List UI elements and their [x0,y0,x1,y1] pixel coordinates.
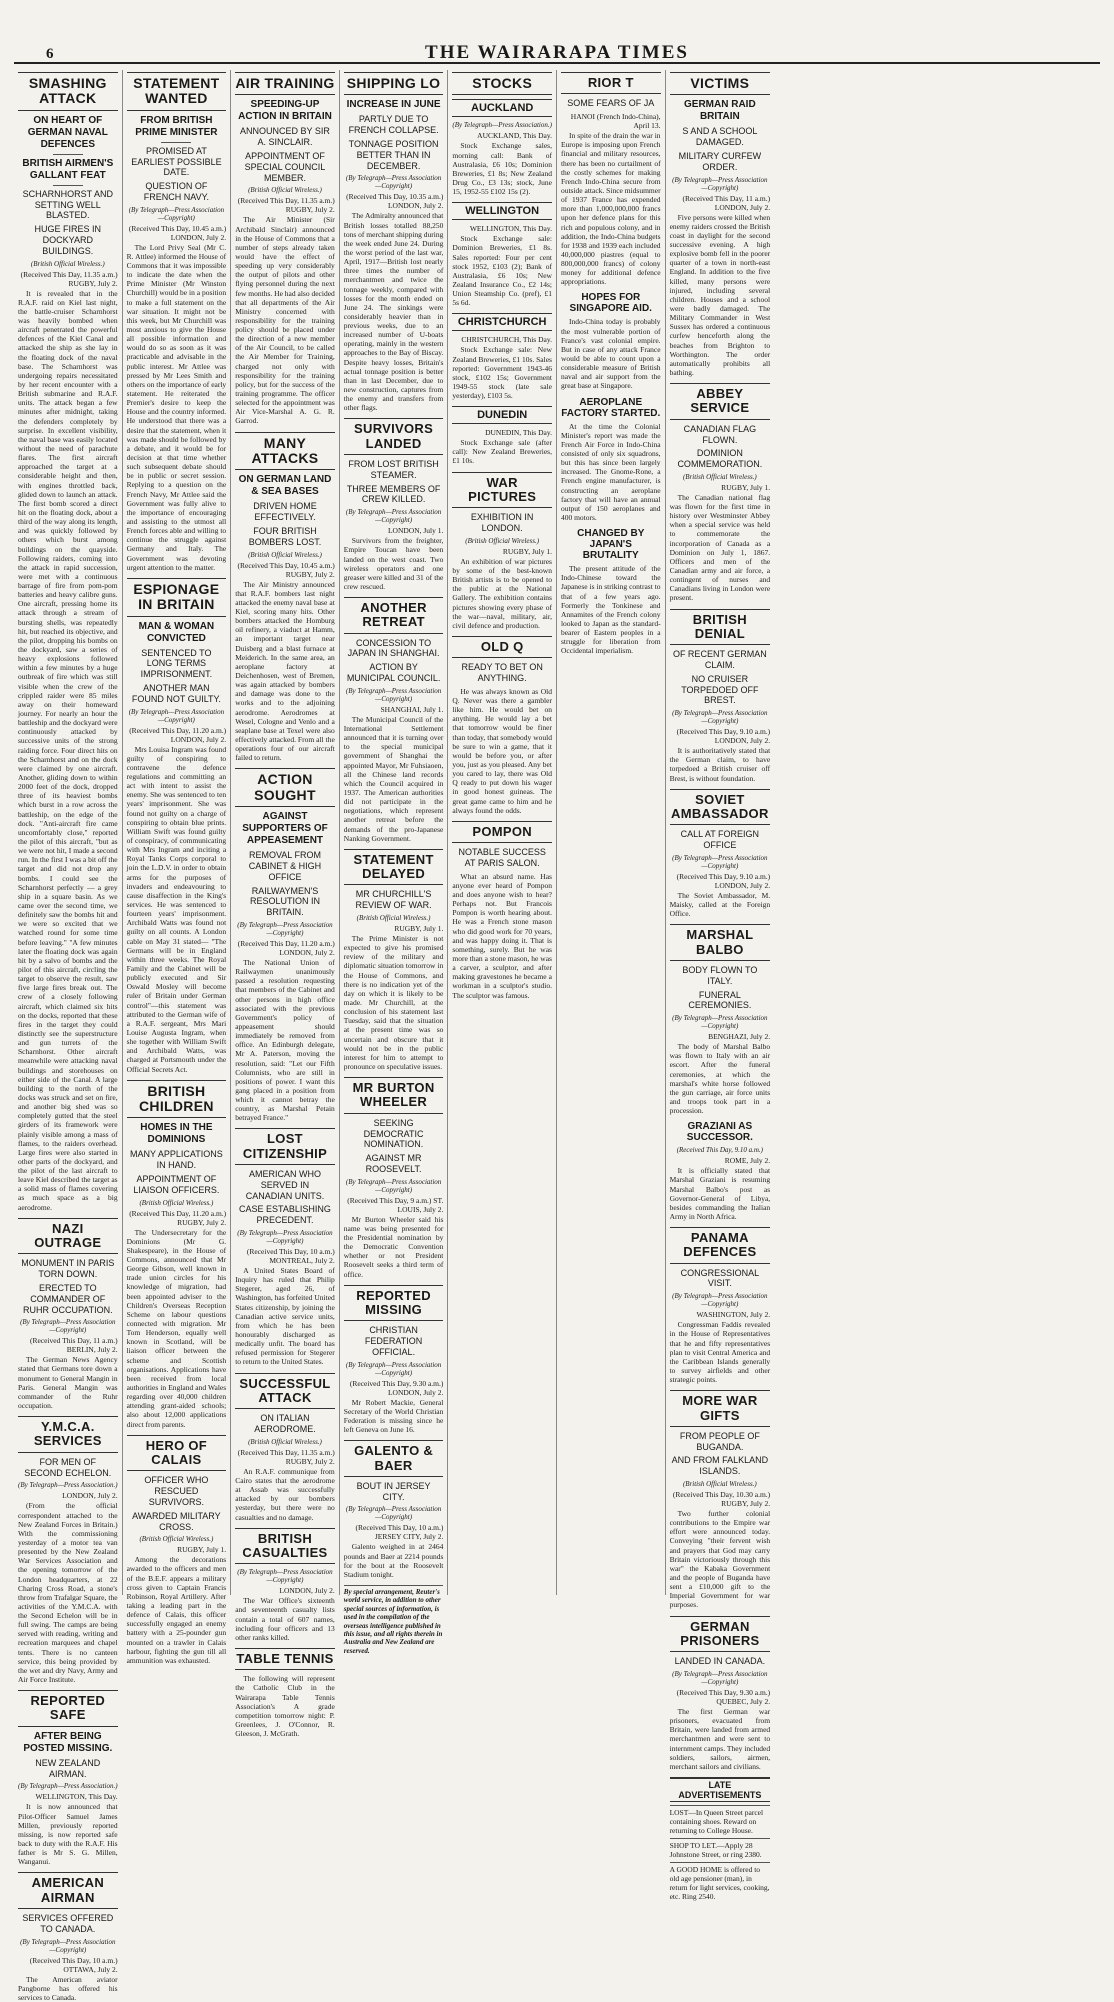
deck: GERMAN RAID BRITAIN [684,99,756,123]
article-body: The Lord Privy Seal (Mr C. R. Attlee) informed the House of Commons that it was impossible to indicate the date when the Prime Minister (Mr Winston Churchill) would be in a position to make a full statement on the war situation. It might not be this week, but Mr Churchill was most anxious to give the House all possible information and would do so as soon as it was practicable and advisable in the public interest. Mr Attlee was pressed by Mr Lees Smith and others on the importance of early statement. He reiterated the Premier's desire to keep the House and the country informed. He understood that there was a desire that the statement, when it was made should be followed by a debate, and it would be for decision at that time whether such subsequent debate should be in public or secret session. Replying to a question on the French Navy, Mr Attlee said the Government was fully alive to the importance of encouraging and assisting to the utmost all French forces able and willing to continue the struggle against Germany and Italy. The Government was devoting urgent attention to the matter. [126,242,227,572]
deck: THREE MEMBERS OF CREW KILLED. [346,483,441,505]
deck: FOUR BRITISH BOMBERS LOST. [248,525,322,547]
deck: APPOINTMENT OF LIAISON OFFICERS. [133,1174,220,1195]
headline: VICTIMS [670,72,771,95]
deck: ON GERMAN LAND & SEA BASES [238,474,332,498]
deck: SEEKING DEMOCRATIC NOMINATION. [363,1117,424,1150]
deck: AGAINST MR ROOSEVELT. [365,1153,422,1174]
article-body: The Canadian national flag was flown for the first time in history over Westminster Abbey when a special service was held to commemorate the incorporation of Canada as a Dominion on July 1, 1867. Officers and men of the Canadian army and air force, a contingent of nurses and Canadians living in London were present. [669,492,771,603]
headline: ABBEY SERVICE [670,383,771,420]
dateline: RUGBY, July 1. [502,546,552,556]
article-body: Two further colonial contributions to the Empire war effort were announced today. Conveying "their fervent wish and prayers that God may carry Britain victoriously through this war" the Kabaka Government and the people of Buganda have sent a £10,000 gift to the Imperial Government for war purposes. [669,1509,771,1610]
headline: SMASHING ATTACK [18,72,118,111]
deck: HUGE FIRES IN DOCKYARD BUILDINGS. [34,224,102,256]
stocks-dunedin [452,406,552,465]
city-heading: AUCKLAND [452,99,552,117]
deck: SPEEDING-UP ACTION IN BRITAIN [238,99,332,123]
article-body: What an absurd name. Has anyone ever heard of Pompon and does anyone wish to hear? Perhaps not. But Francois Pompon is worth hearing about. He was a French stone mason who did good work for 70 years, and was happy doing it. That is something, surely. But he was more than a stone mason, he was a carver, a sculptor, and after making gravestones he became a workman in a sculptor's studio. The sculptor was famous. [452,871,552,1000]
headline: AIR TRAINING [235,72,335,95]
dateline: (Received This Day, 10 a.m.) JERSEY CITY, July 2. [355,1523,444,1542]
credit-line: (By Telegraph—Press Association—Copyright) [237,1229,333,1246]
headline: NAZI OUTRAGE [18,1218,118,1255]
article-body: The National Union of Railwaymen unanimously passed a resolution requesting that members of the Cabinet and other persons in high office associated with the previous Government's policy of appeasement should immediately be removed from office. An Edinburgh delegate, Mr A. Paterson, moving the resolution, said: "Let our Fifth Columnists, who are still in positions of power. I want this gang placed in a position from which it cannot betray the country, as Marshal Petain betrayed France." [235,957,335,1123]
dateline: (Received This Day, 10.35 a.m.) LONDON, July 2. [346,192,444,211]
headline: OLD Q [452,636,552,658]
deck: ON ITALIAN AERODROME. [254,1413,316,1434]
story-graziani [670,1121,771,1221]
story-british-denial [670,609,771,783]
deck: FUNERAL CEREMONIES. [688,989,752,1011]
article-body: It is authoritatively stated that the German claim, to have torpedoed a British cruiser off Brest, is without foundation. [669,746,771,783]
headline: HERO OF CALAIS [127,1435,227,1472]
dateline: WASHINGTON, July 2. [696,1310,771,1320]
classified-ad: A GOOD HOME is offered to old age pensioner (man), in return for light services, cooking, etc. Ring 2540. [670,1862,771,1901]
credit-line: (By Telegraph—Press Association—Copyright) [345,508,442,525]
story-old-q [452,636,552,815]
article-body: Indo-China today is probably the most vulnerable portion of France's vast colonial empire. But in case of any attack France would be able to count upon a considerable measure of British naval and air support from the great base at Singapore. [560,317,661,391]
headline: BRITISH CASUALTIES [235,1528,335,1565]
story-indo-china-aeroplane [561,397,661,523]
dateline: (Received This Day, 11.20 a.m.) LONDON, July 2. [237,938,335,957]
deck: SCHARNHORST AND SETTING WELL BLASTED. [22,188,113,221]
headline: MORE WAR GIFTS [670,1390,771,1427]
deck: REMOVAL FROM CABINET & HIGH OFFICE [248,850,322,882]
deck: ANOTHER MAN FOUND NOT GUILTY. [131,683,221,704]
stocks-title: STOCKS [452,72,552,95]
stocks-wellington [452,202,552,307]
headline: POMPON [452,821,552,843]
dateline: (Received This Day, 11 a.m.) LONDON, July 2. [682,193,771,212]
credit-line: (By Telegraph—Press Association—Copyright) [345,174,442,191]
credit-line: (British Official Wireless.) [248,550,322,559]
deck: NOTABLE SUCCESS AT PARIS SALON. [458,847,546,868]
story-statement-delayed [344,849,444,1071]
deck: ACTION BY MUNICIPAL COUNCIL. [346,662,441,684]
deck: SOME FEARS OF JA [567,98,655,109]
story-panama-defences [670,1227,771,1384]
article-body: The War Office's sixteenth and seventeenth casualty lists contain a total of 607 names, including four officers and 13 other ranks killed. [235,1596,335,1642]
dateline: CHRISTCHURCH, This Day. [461,335,552,345]
deck: INCREASE IN JUNE [346,99,441,111]
credit-line: (British Official Wireless.) [248,1437,322,1446]
deck: CONCESSION TO JAPAN IN SHANGHAI. [347,637,440,659]
deck: RAILWAYMEN'S RESOLUTION IN BRITAIN. [249,885,320,918]
article-body: Survivors from the freighter, Empire Toucan have been landed on the west coast. Two wireless operators and one greaser were killed and 31 of the crew rescued. [343,536,444,591]
story-victims [670,72,771,377]
headline: REPORTED MISSING [344,1285,444,1322]
headline: STATEMENT WANTED [127,72,227,111]
story-soviet-ambassador [670,789,771,919]
story-another-retreat [344,597,444,843]
article-body: Congressman Faddis revealed in the House of Representatives that he and fifty representatives plan to visit Central America and the Caribbean Islands generally to survey airfields and other strategic points. [669,1320,771,1385]
article-body: The first German war prisoners, evacuated from Britain, were landed from armed merchantmen and were sent to internment camps. They included soldiers, sailors, airmen, merchant sailors and civilians. [669,1706,771,1771]
story-successful-attack [235,1373,335,1522]
credit-line: (British Official Wireless.) [682,1480,757,1489]
article-body: (From the official correspondent attached to the New Zealand Forces in Britain.) With the commissioning yesterday of a motor tea van presented by the New Zealand War Services Association and the opening tomorrow of the London headquarters, at 22 Charing Cross Road, a stone's throw from Trafalgar Square, the activities of the Y.M.C.A. with the Second Echelon will be in full swing. The camps are being served with reading, writing and recreation marquees and chapel tents. There is no canteen service, this being provided by the wet and dry Navy, Army and Air Force Institute. [18,1501,118,1685]
stocks-auckland [452,99,552,196]
credit-line: (British Official Wireless.) [682,472,757,481]
story-lost-citizenship [235,1128,335,1366]
divider [161,142,191,143]
article-body: Among the decorations awarded to the officers and men of the B.E.F. appears a military cross given to Captain Francis Robinson, Royal Artillery. After taking a leading part in the defence of Calais, this officer successfully engaged an enemy battery with a 25-pounder gun mounted on a trawler in Calais harbour, fighting the gun till all ammunition was exhausted. [126,1555,227,1665]
deck: READY TO BET ON ANYTHING. [461,662,543,684]
classified-ad: LOST—In Queen Street parcel containing shoes. Reward on returning to College House. [670,1805,771,1835]
credit-line: (British Official Wireless.) [30,259,105,268]
credit-line: (By Telegraph—Press Association.) [18,1481,118,1490]
dateline: LONDON, July 2. [279,1586,335,1596]
deck: HOMES IN THE DOMINIONS [140,1122,213,1146]
deck: CHRISTIAN FEDERATION OFFICIAL. [364,1325,423,1357]
article-body: Five persons were killed when enemy raiders crossed the British coast in daylight for the second successive evening. A high explosive bomb fell in the poorer quarter of a town in north-east England. In addition to the five killed, many persons were injured, including several children. Houses and a school were badly damaged. The Military Commander in West Sussex has ordered a continuous curfew henceforth along the beaches from Brighton to Worthington. The order automatically prohibits all bathing. [669,212,771,377]
credit-line: (By Telegraph—Press Association—Copyright) [345,686,442,703]
headline: MARSHAL BALBO [670,924,771,961]
headline: Y.M.C.A. SERVICES [18,1416,118,1453]
deck: DRIVEN HOME EFFECTIVELY. [253,501,317,523]
story-hero-of-calais [127,1435,227,1665]
story-war-pictures [452,472,552,630]
deck: APPOINTMENT OF SPECIAL COUNCIL MEMBER. [244,150,326,183]
page-number: 6 [46,46,54,62]
deck: MONUMENT IN PARIS TORN DOWN. [21,1258,115,1280]
headline: SURVIVORS LANDED [344,418,444,455]
deck: FROM LOST BRITISH STEAMER. [348,459,439,480]
deck: AWARDED MILITARY CROSS. [132,1510,221,1532]
deck: SERVICES OFFERED TO CANADA. [22,1912,114,1934]
deck: OFFICER WHO RESCUED SURVIVORS. [144,1475,209,1507]
dateline: AUCKLAND, This Day. [477,131,552,141]
deck: AMERICAN WHO SERVED IN CANADIAN UNITS. [245,1169,325,1201]
deck: MR CHURCHILL'S REVIEW OF WAR. [355,889,432,911]
deck: FROM PEOPLE OF BUGANDA. [679,1430,760,1452]
story-indo-china-japan [561,528,661,655]
headline: REPORTED SAFE [18,1690,118,1727]
credit-line: (By Telegraph—Press Association—Copyright) [128,205,225,222]
dateline: (Received This Day, 11 a.m.) BERLIN, July 2. [29,1336,118,1355]
headline: RIOR T [561,72,661,94]
story-reported-safe [18,1690,118,1866]
story-espionage-in-britain [127,578,227,1074]
deck: QUESTION OF FRENCH NAVY. [143,181,209,202]
credit-line: (By Telegraph—Press Association—Copyright) [672,175,768,192]
deck: BRITISH AIRMEN'S GALLANT FEAT [22,157,114,181]
article-body: Stock Exchange sale (after call): New Zealand Breweries, £1 10s. [452,438,552,466]
dateline: (Received This Day, 10 a.m.) OTTAWA, July 2. [29,1955,118,1974]
article-body: Mr Robert Mackie, General Secretary of the World Christian Federation is missing since he left Geneva on June 16. [343,1397,444,1435]
dateline: (Received This Day, 11.35 a.m.) RUGBY, July 2. [237,196,335,215]
credit-line: (British Official Wireless.) [248,186,322,195]
article-body: The Prime Minister is not expected to give his promised review of the military and diplomatic situation tomorrow in the House of Commons, and there is no indication yet of the day on which it is likely to be made. Mr Churchill, at the conclusion of his statement last Tuesday, said that the situation at the present time was so uncertain and obscure that it would not be in the public interest for him to attempt to pronounce on speculative issues. [343,934,444,1071]
story-nazi-outrage [18,1218,118,1410]
columns [14,70,1100,2002]
article-body: The Admiralty announced that British losses totalled 88,250 tons of merchant shipping during the week ended June 24. During the worst period of the last war, April, 1917—British lost nearly three times the number of merchantmen and twice the tonnage weekly, compared with losses for the month ended on June 24. The sinkings were considerably heavier than in previous weeks, due to an increased number of U-boats operating, mainly in the western approaches to the Bay of Biscay. Despite heavy losses, Britain's actual tonnage position is better than in last December, due to new construction, captures from the enemy and transfers from other flags. [343,211,444,413]
headline: ESPIONAGE IN BRITAIN [127,578,227,617]
article-body: The American aviator Pangborne has offered his services to Canada. [18,1974,118,2002]
story-many-attacks [235,432,335,763]
article-body: The Air Minister (Sir Archibald Sinclair) announced in the House of Commons that a number of steps already taken would have the effect of speeding up very considerably the output of pilots and other flying personnel during the next few months. He had also decided that all departments of the Air Ministry concerned with responsibility for the training policy should be placed under the direction of a new member of the Air Council, to be called the Air Member for Training, charged not only with responsibility for the training policy, but for the success of the training programme. The officer selected for the appointment was Air Vice-Marshal A. G. R. Garrod. [235,215,335,426]
credit-line: (By Telegraph—Press Association.) [18,1782,118,1791]
dateline: (Received This Day, 10.30 a.m.) RUGBY, July 2. [672,1490,771,1509]
story-smashing-attack [18,72,118,1212]
story-marshal-balbo [670,924,771,1115]
deck: CANADIAN FLAG FLOWN. [683,423,757,445]
column-3 [231,70,340,1739]
credit-line: (British Official Wireless.) [139,1535,214,1544]
deck: ON HEART OF GERMAN NAVAL DEFENCES [27,114,108,150]
dateline: (Received This Day, 11.35 a.m.) RUGBY, July 2. [20,269,118,288]
dateline: RUGBY, July 1. [394,924,444,934]
article-body: Stock Exchange sale: Dominion Breweries, £1 8s. Sales reported: Four per cent stock 1952, £103 (2); Bank of Australasia, £6 10s; New Zealand Insurance Co., £2 14s; Union Steamship Co. (pref), £1 5s 6d. [452,234,552,308]
credit-line: (By Telegraph—Press Association—Copyright) [237,1568,333,1585]
story-action-sought [235,768,335,1122]
story-american-airman [18,1872,118,2002]
deck: FROM BRITISH PRIME MINISTER [135,114,218,138]
stocks-christchurch [452,313,552,400]
subheading: GRAZIANI AS SUCCESSOR. [686,1121,753,1144]
story-british-children [127,1080,227,1429]
deck: MANY APPLICATIONS IN HAND. [130,1149,223,1171]
article-body: The present attitude of the Indo-Chinese toward the Japanese is in striking contrast to that of a few years ago. Formerly the Tonkinese and Annamites of the French colony looked to Japan as the standard-bearer of Eastern peoples in a struggle for liberation from Occidental imperialism. [560,564,661,656]
late-advertisements-heading: LATE ADVERTISEMENTS [670,1777,771,1802]
dateline: (Received This Day, 10 a.m.) MONTREAL, July 2. [246,1247,335,1266]
story-survivors-landed [344,418,444,591]
headline: GERMAN PRISONERS [670,1616,771,1653]
headline: ACTION SOUGHT [235,768,335,807]
article-body: An exhibition of war pictures by some of the best-known British artists is to be opened to the public at the National Gallery. The exhibition contains pictures showing every phase of the war—naval, military, air, civil defence and production. [452,556,552,630]
deck: MILITARY CURFEW ORDER. [678,150,762,172]
dateline: SHANGHAI, July 1. [380,704,444,714]
article-body: Stock Exchange sale: New Zealand Breweries, £1 10s. Sales reported: Government 1943-46 stock, £102 15s; Government 1949-55 stock (late sale yesterday), £103 5s. [452,345,552,401]
headline: GALENTO & BAER [344,1440,444,1477]
credit-line: (By Telegraph—Press Association.) [452,121,552,130]
city-heading: DUNEDIN [452,406,552,424]
article-body: He was always known as Old Q. Never was there a gambler like him. He would bet on anything. He would lay a bet that tomorrow would be finer than today, that somebody would be sure to win a game, that it would be before you, or after you, just as you pleased. Any bet you cared to lay, there was Old Q ready to put down his wager in good honest guineas. The great game came to him and he always found the odds. [452,686,552,815]
headline: STATEMENT DELAYED [344,849,444,886]
article-body: The Air Ministry announced that R.A.F. bombers last night attacked the enemy naval base at Kiel, scoring many hits. Other bombers attacked the Homburg oil refinery, a viaduct at Hamm, an important target near Duisberg and a blast furnace at Meiderich. In the same area, an aeroplane factory at Deichenhosen, west of Bremen, was again attacked by bombers and damage was done to the works and to the adjoining aerodrome. Aerodromes at Wesel, Cologne and Venlo and a seaplane base at Texel were also effectively attacked. From all the operations four of our aircraft failed to return. [235,579,335,763]
credit-line: (Received This Day, 9.10 a.m.) [676,1146,764,1155]
article-body: The Municipal Council of the International Settlement announced that it is turning over to the special municipal government of Shanghai the appointed Mayor, Mr Fuhsiaoen, all the Chinese land records which the Council acquired in 1937. The American authorities did not participate in the negotiations, which represent another retreat before the demands of the pro-Japanese Nanking Government. [343,714,444,843]
credit-line: (By Telegraph—Press Association—Copyright) [672,1292,768,1309]
credit-line: (By Telegraph—Press Association—Copyright) [672,1669,768,1686]
credit-line: (British Official Wireless.) [356,914,431,923]
deck: SENTENCED TO LONG TERMS IMPRISONMENT. [140,647,213,680]
deck: OF RECENT GERMAN CLAIM. [672,649,767,670]
dateline: ROME, July 2. [724,1156,771,1166]
story-ymca-services [18,1416,118,1684]
dateline: BENGHAZI, July 2. [708,1032,771,1042]
story-mr-burton-wheeler [344,1077,444,1279]
column-2 [123,70,232,1665]
credit-line: (By Telegraph—Press Association—Copyright) [128,707,225,724]
deck: MAN & WOMAN CONVICTED [138,620,215,644]
credit-line: (British Official Wireless.) [139,1198,214,1207]
story-statement-wanted [127,72,227,572]
deck: S AND A SCHOOL DAMAGED. [682,126,758,148]
headline: BRITISH DENIAL [670,609,771,646]
headline: SHIPPING LO [344,72,444,95]
headline: BRITISH CHILDREN [127,1080,227,1119]
headline: AMERICAN AIRMAN [18,1872,118,1909]
article-body: It is now announced that Pilot-Officer Samuel James Millen, previously reported missing, is now reported safe back to duty with the R.A.F. His father is Mr S. G. Millen, Wanganui. [18,1802,118,1867]
column-7 [666,70,775,1901]
dateline: (Received This Day, 9 a.m.) ST. LOUIS, July 2. [347,1195,444,1214]
deck: ANNOUNCED BY SIR A. SINCLAIR. [240,126,330,148]
classified-ad: SHOP TO LET.—Apply 28 Johnstone Street, or ring 2380. [670,1838,771,1859]
dateline: LONDON, July 1. [387,526,444,536]
deck: FOR MEN OF SECOND ECHELON. [24,1456,112,1478]
column-5 [448,70,557,1595]
story-shipping-losses [344,72,444,412]
credit-line: (By Telegraph—Press Association—Copyright) [672,1014,768,1031]
deck: DOMINION COMMEMORATION. [677,448,763,470]
deck: LANDED IN CANADA. [674,1656,766,1667]
subheading: CHANGED BY JAPAN'S BRUTALITY [577,528,645,562]
deck: NEW ZEALAND AIRMAN. [35,1757,101,1779]
credit-line: (By Telegraph—Press Association—Copyright) [672,709,768,726]
deck: PROMISED AT EARLIEST POSSIBLE DATE. [131,145,222,178]
story-more-war-gifts [670,1390,771,1609]
dateline: LONDON, July 2. [62,1491,118,1501]
credit-line: (By Telegraph—Press Association—Copyright) [345,1505,442,1522]
headline: WAR PICTURES [452,472,552,509]
dateline: (Received This Day, 11.20 a.m.) LONDON, July 2. [129,725,227,744]
dateline: HANOI (French Indo-China), April 13. [570,112,661,131]
article-body: An R.A.F. communique from Cairo states that the aerodrome at Assab was successfully attacked by our bombers yesterday, but there were no casualties and no damage. [235,1466,335,1522]
column-6 [557,70,666,1595]
article-body: It is officially stated that Marshal Graziani is resuming Marshal Balbo's post as Governor-General of Libya, besides commanding the Italian Army in North Africa. [669,1166,771,1221]
headline: SOVIET AMBASSADOR [670,789,771,826]
dateline: (Received This Day, 10.45 a.m.) LONDON, July 2. [128,223,227,242]
article-body: In spite of the drain the war in Europe is imposing upon French financial and military resources, there has been no curtailment of the costly schemes for making French Indo-China secure from outside attack. Since midsummer of 1937 France has expended more than 1,000,000,000 francs upon her defence plans for this rich and populous colony, and in addition, the Indo-China budgets for 1938 and 1939 each included 40,000,000 piastres (equal to 800,000,000 francs) of colony money for additional defence appropriations. [560,131,661,287]
credit-line: (By Telegraph—Press Association—Copyright) [345,1360,442,1377]
deck: AFTER BEING POSTED MISSING. [23,1730,113,1754]
story-galento-baer [344,1440,444,1579]
story-air-training [235,72,335,426]
deck: PARTLY DUE TO FRENCH COLLAPSE. [348,114,439,136]
dateline: (Received This Day, 9.30 a.m.) LONDON, July 2. [349,1378,444,1397]
headline: LOST CITIZENSHIP [235,1128,335,1165]
article-body: Galento weighed in at 2464 pounds and Baer at 2214 pounds for the bout at the Roosevelt Stadium tonight. [343,1542,444,1579]
headline: PANAMA DEFENCES [670,1227,771,1264]
dateline: RUGBY, July 1. [721,482,771,492]
deck: AGAINST SUPPORTERS OF APPEASEMENT [242,811,328,847]
headline: TABLE TENNIS [235,1648,335,1670]
divider [53,154,83,155]
column-1 [14,70,123,2002]
subheading: AEROPLANE FACTORY STARTED. [561,396,661,419]
subheading: HOPES FOR SINGAPORE AID. [569,292,652,315]
newspaper-title: THE WAIRARAPA TIMES [425,42,689,63]
city-heading: WELLINGTON [452,202,552,220]
article-body: A United States Board of Inquiry has ruled that Philip Stegerer, aged 26, of Washington, has forfeited United States citizenship, by joining the Canadian active service units, from which he has been honourably discharged as medically unfit. The board has refused permission for Stegerer to return to the United States. [235,1266,335,1367]
dateline: RUGBY, July 1. [177,1545,227,1555]
deck: ERECTED TO COMMANDER OF RUHR OCCUPATION. [22,1282,113,1315]
deck: TONNAGE POSITION BETTER THAN IN DECEMBER. [348,138,439,171]
headline: MANY ATTACKS [235,432,335,471]
dateline: WELLINGTON, This Day. [35,1792,118,1802]
deck: CALL AT FOREIGN OFFICE [680,829,760,851]
article-body: The Soviet Ambassador, M. Maisky, called at the Foreign Office. [669,890,771,919]
article-body: Mr Burton Wheeler said his name was being presented for the Presidential nomination by the Democratic Convention whether or not President Roosevelt seeks a third term of office. [343,1214,444,1279]
article-body: The Undersecretary for the Dominions (Mr G. Shakespeare), in the House of Commons, announced that Mr George Gibson, well known in trade union circles for his knowledge of migration, had been appointed adviser to the Children's Overseas Reception Scheme on labour questions connected with migration. Mr Tom Henderson, equally well known in Scotland, will be liaison officer between the scheme and Scottish organisations. Applications have been received from local authorities in England and Wales regarding over 40,000 children attending grant-aided schools; also about 12,000 applications direct from parents. [126,1227,227,1429]
copyright-note: By special arrangement, Reuter's world service, in addition to other special sources of information, is used in the compilation of the overseas intelligence published in this issue, and all rights therein in Australia and New Zealand are reserved. [344,1585,444,1655]
deck: BOUT IN JERSEY CITY. [356,1480,431,1502]
article-body: At the time the Colonial Minister's report was made the French Air Force in Indo-China consisted of only six squadrons, but this has since been largely increased. The Gnome-Rone, a French engine manufacturer, is constructing an aeroplane factory that will have an annual output of 150 aeroplanes and 400 motors. [560,421,661,523]
deck: NO CRUISER TORPEDOED OFF BREST. [681,673,759,706]
credit-line: (By Telegraph—Press Association—Copyright) [672,853,768,870]
headline: ANOTHER RETREAT [344,597,444,634]
headline: MR BURTON WHEELER [344,1077,444,1114]
credit-line: (By Telegraph—Press Association—Copyright) [20,1318,116,1335]
deck: AND FROM FALKLAND ISLANDS. [671,1455,769,1477]
story-british-casualties [235,1528,335,1642]
story-abbey-service [670,383,771,602]
credit-line: (By Telegraph—Press Association—Copyright) [345,1177,442,1194]
story-table-tennis [235,1648,335,1738]
story-german-prisoners [670,1616,771,1771]
dateline: (Received This Day, 9.30 a.m.) QUEBEC, July 2. [676,1687,771,1706]
dateline: (Received This Day, 11.35 a.m.) RUGBY, July 2. [237,1447,335,1466]
article-body: The following will represent the Catholic Club in the Wairarapa Table Tennis Association's A grade competition tomorrow night: P. Greenlees, J. O'Connor, R. Gleeson, J. McGrath. [235,1674,335,1739]
story-reported-missing [344,1285,444,1435]
article-body: It is revealed that in the R.A.F. raid on Kiel last night, the battle-cruiser Scharnhorst was heavily bombed when aircraft penetrated the powerful defences of the Kiel Canal and attacked the ship as she lay in the floating dock of the naval base. The Scharnhorst was undergoing repairs necessitated by her recent encounter with a British submarine and R.A.F. units. The attack began a few minutes after midnight, taking the defenders completely by surprise. In excellent visibility, the naval base was easily located without the need of parachute flares. The first aircraft approached the target at a considerable height and then, with engines throttled back, glided down to launch an attack. The first bomb scored a direct hit on the floating dock, about a third of the way along its length, and was quickly followed by others which burst among buildings on the quayside. Following raiders, coming into the attack in rapid succession, were met with a continuous barrage of fire from pom-pom batteries and heavy calibre guns. One aircraft, pressing home its attack through a stream of bursting shells, was repeatedly hit, but reached its objective, and the pilot, dropping his bombs on the dockyard, saw a series of heavy explosions followed within a few minutes by a huge outbreak of fire which was still visible when the crew of the crippled raider were 85 miles away on their homeward journey. For nearly an hour the battleship and the dockyard were continuously attacked by successive units of the strong raiding force. Four direct hits on the Scharnhorst and on the dock were claimed by one aircraft. Another, gliding down to within 2000 feet of the dock, dropped three of its heaviest bombs which burst in a row across the battleship, on the edge of the dock. "Anti-aircraft fire came uncomfortably close," reported the pilot of this aircraft, "but as we were not hit, I made a second run. In the first I was a bit off the target and did not drop any bombs. I could see the Scharnhorst perfectly — a grey ship in a square basin. As we came over the second time, we definitely saw the bombs hit and we were so excited that we watched round for some time before leaving." "A few minutes later the floating dock was again hit by a salvo of bombs and the pilot of this aircraft, circling the target to observe the result, saw five large fires break out. The crew of a closely following aircraft, which claimed six hits on the docks, reported that these fires in the target they could distinctly see the superstructure and gun turrets of the Scharnhorst. Other aircraft meanwhile were attacking naval buildings and storehouses on either side of the Canal. A large building to the north of the docks was struck and set on fire, and another big shed was so completely gutted that the steel girders of its framework were plainly visible among a mass of flames, to the raiders overhead. Large fires were also started in other parts of the dockyard, and the pilot of the last aircraft to leave Kiel described the target as a solid mass of flames covering as much space as a big aerodrome. [18,288,118,1212]
article-body: Mrs Louisa Ingram was found guilty of conspiring to contravene the defence regulations and committing an act with intent to assist the enemy. She was sentenced to ten years' imprisonment. She was found not guilty on a charge of conspiring to obtain blue prints. William Swift was found guilty of conspiracy, of communicating with Mrs Ingram and inciting a Royal Tanks Corps corporal to join the L.D.V. in order to obtain arms for the purposes of invaders and endeavouring to cause disaffection in the King's services. He was sentenced to fourteen years' imprisonment. Archibald Watts was found not guilty on all counts. A London cable on May 31 stated— "The Germans will be in England within three weeks. The Royal Family and the Cabinet will be publicly executed and Sir Oswald Mosley will become ruler of Britain under German control"—this statement was attributed to the German wife of a R.A.F. sergeant, Mrs Mari Louise Augusta Ingram, when she together with William Swift and Archibald Watts, was charged at Portsmouth under the Official Secrets Act. [126,744,227,1074]
story-indo-china [561,72,661,286]
deck: EXHIBITION IN LONDON. [470,512,534,534]
divider [53,185,83,186]
deck: BODY FLOWN TO ITALY. [682,964,758,986]
deck: CONGRESSIONAL VISIT. [680,1267,760,1289]
story-indo-china-singapore [561,292,661,390]
dateline: (Received This Day, 9.10 a.m.) LONDON, July 2. [676,727,771,746]
story-pompon [452,821,552,1000]
headline: SUCCESSFUL ATTACK [235,1373,335,1410]
credit-line: (By Telegraph—Press Association—Copyright) [20,1937,116,1954]
article-body: The body of Marshal Balbo was flown to Italy with an air escort. After the funeral ceremonies, at which the marshal's white horse followed the gun carriage, air force units and troops took part in a procession. [669,1042,771,1116]
deck: CASE ESTABLISHING PRECEDENT. [239,1204,331,1226]
masthead [14,30,1100,64]
city-heading: CHRISTCHURCH [452,313,552,331]
credit-line: (British Official Wireless.) [465,536,540,545]
credit-line: (By Telegraph—Press Association—Copyright) [237,920,333,937]
column-4 [340,70,449,1655]
dateline: (Received This Day, 11.20 a.m.) RUGBY, July 2. [129,1208,227,1227]
dateline: WELLINGTON, This Day. [469,224,552,234]
article-body: Stock Exchange sales, morning call: Bank of Australasia, £6 10s; Dominion Breweries, £1 8s; New Zealand Drug Co., £3 13s; stock, June 15, 1952-55 £102 15s (2). [452,141,552,197]
dateline: (Received This Day, 10.45 a.m.) RUGBY, July 2. [237,560,335,579]
dateline: DUNEDIN, This Day. [485,428,552,438]
dateline: (Received This Day, 9.10 a.m.) LONDON, July 2. [676,871,771,890]
article-body: The German News Agency stated that Germans tore down a monument to General Mangin in Paris. General Mangin was commander of the Ruhr occupation. [18,1355,118,1411]
